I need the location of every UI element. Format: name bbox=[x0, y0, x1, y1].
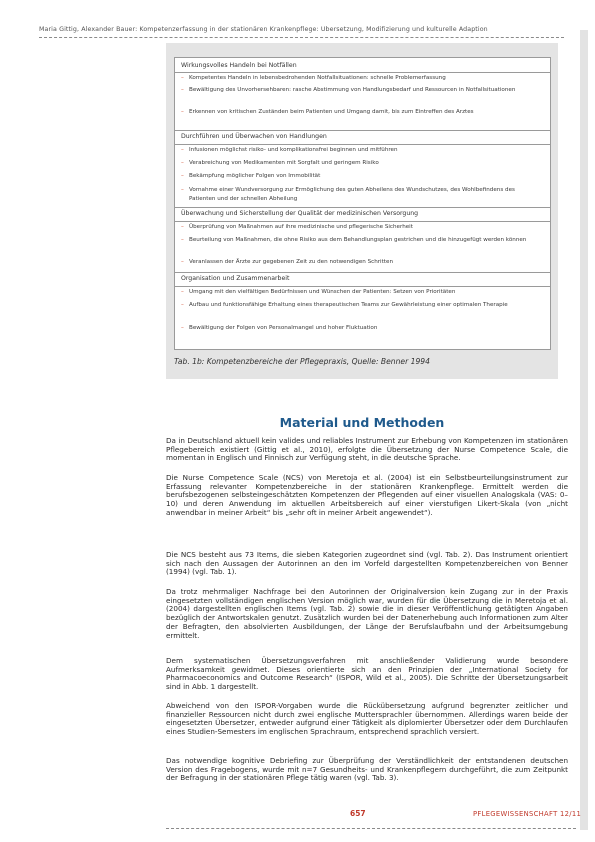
table-section-heading: Organisation und Zusammenarbeit bbox=[181, 275, 290, 282]
table-divider bbox=[175, 221, 550, 222]
table-bullet: – Bewältigung der Folgen von Personalmangel und hoher Fluktuation bbox=[181, 325, 378, 331]
table-bullet: – Vornahme einer Wundversorgung zur Ermöglichung des guten Abheilens des Wundschutzes, des Wohlbefindens des Patienten und der schnellen Abheilung bbox=[181, 187, 515, 202]
competence-table bbox=[174, 57, 551, 350]
table-bullet: – Erkennen von kritischen Zuständen beim Patienten und Umgang damit, bis zum Eintreffen des Arztes bbox=[181, 109, 474, 115]
table-bullet: – Bewältigung des Unvorhersehbaren: rasche Abstimmung von Handlungsbedarf und Ressourcen in Notfallsituationen bbox=[181, 87, 516, 93]
table-bullet: – Kompetentes Handeln in lebensbedrohenden Notfallsituationen: schnelle Problemerfassung bbox=[181, 75, 446, 81]
table-bullet: – Bekämpfung möglicher Folgen von Immobilität bbox=[181, 173, 321, 179]
table-divider bbox=[175, 272, 550, 273]
table-divider bbox=[175, 207, 550, 208]
journal-name: PFLEGEWISSENSCHAFT 12/11 bbox=[473, 810, 582, 818]
body-paragraph: Abweichend von den ISPOR-Vorgaben wurde die Rückübersetzung aufgrund begrenzter zeitlicher und finanzieller Ressourcen nicht durch zwei englische Muttersprachler übernommen. Allerdings waren beide der eingesetzten Übersetzer, entweder aufgrund einer Tätigkeit als diplomierter Übersetzer oder dem Durchlaufen eines Studien-Semesters im englischen Sprachraum, entsprechend sprachlich versiert. bbox=[166, 701, 568, 737]
page-number: 657 bbox=[350, 809, 366, 818]
body-paragraph: Da trotz mehrmaliger Nachfrage bei den Autorinnen der Originalversion kein Zugang zur in der Praxis eingesetzten vollständigen englischen Version möglich war, wurden für die Übersetzung die in Meretoja et al. (2004) dargestellten englischen Items (vgl. Tab. 2) sowie die in dieser Veröffentlichung getätigten Angaben bezüglich der Antwortskalen genutzt. Zusätzlich wurden bei der Datenerhebung auch Informationen zum Alter der Befragten, den absolvierten Ausbildungen, der Länge der Berufslaufbahn und der Arbeitsumgebung ermittelt. bbox=[166, 587, 568, 640]
table-section-heading: Überwachung und Sicherstellung der Qualität der medizinischen Versorgung bbox=[181, 210, 419, 217]
table-divider bbox=[175, 72, 550, 73]
table-section-heading: Durchführen und Überwachen von Handlungen bbox=[181, 133, 327, 140]
table-bullet: – Veranlassen der Ärzte zur gegebenen Zeit zu den notwendigen Schritten bbox=[181, 259, 393, 265]
table-divider bbox=[175, 286, 550, 287]
header-divider bbox=[39, 37, 564, 38]
body-paragraph: Das notwendige kognitive Debriefing zur Überprüfung der Verständlichkeit der entstandenen deutschen Version des Fragebogens, wurde mit n=7 Gesundheits- und Krankenpflegern durchgeführt, die zum Zeitpunkt der Befragung in der stationären Pflege tätig waren (vgl. Tab. 3). bbox=[166, 756, 568, 783]
table-section-heading: Wirkungsvolles Handeln bei Notfällen bbox=[181, 62, 297, 69]
table-bullet: – Infusionen möglichst risiko- und komplikationsfrei beginnen und mitführen bbox=[181, 147, 398, 153]
body-paragraph: Die NCS besteht aus 73 Items, die sieben Kategorien zugeordnet sind (vgl. Tab. 2). Das Instrument orientiert sich nach den Aussagen der Autorinnen an den im Vorfeld dargestellten Kompetenzbereichen von Benner (1994) (vgl. Tab. 1). bbox=[166, 550, 568, 577]
table-bullet: – Verabreichung von Medikamenten mit Sorgfalt und geringem Risiko bbox=[181, 160, 379, 166]
body-paragraph: Da in Deutschland aktuell kein valides und reliables Instrument zur Erhebung von Kompetenzen im stationären Pflegebereich existiert (Gittig et al., 2010), erfolgte die Übersetzung der Nurse Competence Scale, die momentan in Englisch und Finnisch zur Verfügung steht, in die deutsche Sprache. bbox=[166, 436, 568, 463]
table-bullet: – Aufbau und funktionsfähige Erhaltung eines therapeutischen Teams zur Gewährleistung einer optimalen Therapie bbox=[181, 302, 508, 308]
body-paragraph: Dem systematischen Übersetzungsverfahren mit anschließender Validierung wurde besondere Aufmerksamkeit gewidmet. Dieses orientierte sich an den Prinzipien der „International Society for Pharmacoeconomics and Outcome Research“ (ISPOR, Wild et al., 2005). Die Schritte der Übersetzungsarbeit sind in Abb. 1 dargestellt. bbox=[166, 656, 568, 692]
table-bullet: – Beurteilung von Maßnahmen, die ohne Risiko aus dem Behandlungsplan gestrichen und die hinzugefügt werden können bbox=[181, 237, 527, 243]
table-divider bbox=[175, 130, 550, 131]
table-bullet: – Überprüfung von Maßnahmen auf ihre medizinische und pflegerische Sicherheit bbox=[181, 224, 413, 230]
table-bullet: – Umgang mit den vielfältigen Bedürfnissen und Wünschen der Patienten: Setzen von Prioritäten bbox=[181, 289, 456, 295]
footer-divider bbox=[166, 828, 576, 829]
page-edge-bar bbox=[580, 30, 588, 830]
table-divider bbox=[175, 144, 550, 145]
table-caption: Tab. 1b: Kompetenzbereiche der Pflegepraxis, Quelle: Benner 1994 bbox=[174, 357, 430, 366]
body-paragraph: Die Nurse Competence Scale (NCS) von Meretoja et al. (2004) ist ein Selbstbeurteilungsinstrument zur Erfassung relevanter Kompetenzbereiche in der stationären Krankenpflege. Ermittelt werden die berufsbezogenen selbsteingeschätzten Kompetenzen der Pflegenden auf einer visuellen Analogskala (VAS: 0–10) und deren Anwendung im aktuellen Arbeitsbereich auf einer vierstufigen Likert-Skala (von „nicht anwendbar in meiner Arbeit“ bis „sehr oft in meiner Arbeit angewendet“). bbox=[166, 473, 568, 517]
section-title: Material und Methoden bbox=[279, 415, 445, 430]
running-head: Maria Gittig, Alexander Bauer: Kompetenzerfassung in der stationären Krankenpflege: Übersetzung, Modifizierung und kulturelle Adaption bbox=[39, 26, 488, 33]
